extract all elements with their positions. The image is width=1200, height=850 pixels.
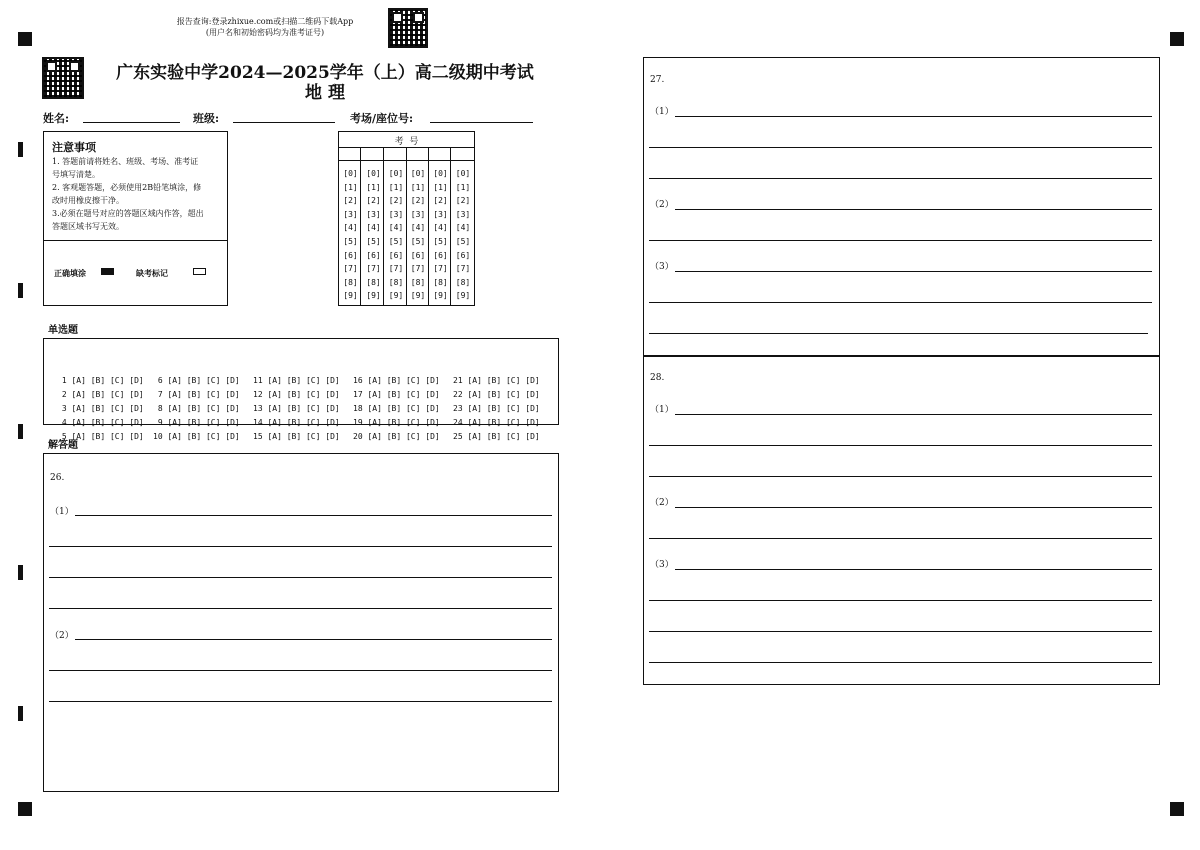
report-query-text (160, 16, 370, 38)
mc-column-1[interactable]: 1 [A] [B] [C] [D] 2 [A] [B] [C] [D] 3 [A] [B] [C] [D] 4 [A] [B] [C] [D] 5 [A] [B] [C] [D] (57, 376, 144, 441)
exam-number-title: 考 号 (394, 137, 419, 147)
timing-mark (18, 706, 23, 721)
seat-label: 考场/座位号: (350, 112, 414, 125)
corner-mark (18, 802, 32, 816)
answer-line[interactable] (649, 600, 1152, 601)
mc-column-5[interactable]: 21 [A] [B] [C] [D] 22 [A] [B] [C] [D] 23 [A] [B] [C] [D] 24 [A] [B] [C] [D] 25 [A] [B] [C] [D] (453, 376, 540, 441)
corner-mark (1170, 32, 1184, 46)
qr-code-icon[interactable] (388, 8, 428, 48)
answer-line[interactable] (675, 414, 1152, 415)
q27-number: 27. (650, 75, 665, 85)
mc-column-3[interactable]: 11 [A] [B] [C] [D] 12 [A] [B] [C] [D] 13 [A] [B] [C] [D] 14 [A] [B] [C] [D] 15 [A] [B] [C] [D] (253, 376, 340, 441)
answer-line[interactable] (49, 701, 552, 702)
answer-line[interactable] (649, 538, 1152, 539)
answer-line[interactable] (649, 333, 1148, 334)
q26-answer-box[interactable] (43, 453, 559, 792)
timing-mark (18, 565, 23, 580)
q27-part3-label: （3） (650, 262, 674, 272)
q28-part3-label: （3） (650, 560, 674, 570)
q28-answer-box[interactable] (643, 355, 1160, 685)
report-line-2: (用户名和初始密码均为准考证号) (205, 28, 325, 37)
answer-line[interactable] (49, 577, 552, 578)
q27-part1-label: （1） (650, 107, 674, 117)
answer-line[interactable] (649, 147, 1152, 148)
q26-part2-label: （2） (50, 631, 74, 641)
q27-part2-label: （2） (650, 200, 674, 210)
q28-number: 28. (650, 373, 665, 383)
school-title: 广东实验中学2024—2025学年（上）高二级期中考试 (116, 63, 534, 83)
class-label: 班级: (193, 112, 220, 125)
answer-line[interactable] (649, 662, 1152, 663)
report-line-1: 报告查询:登录zhixue.com或扫描二维码下载App (176, 17, 354, 26)
mc-section-title: 单选题 (48, 325, 78, 336)
answer-line[interactable] (675, 209, 1152, 210)
name-label: 姓名: (43, 112, 70, 125)
answer-line[interactable] (675, 271, 1152, 272)
q27-answer-box[interactable] (643, 57, 1160, 357)
answer-line[interactable] (649, 302, 1152, 303)
answer-line[interactable] (675, 116, 1152, 117)
timing-mark (18, 424, 23, 439)
filled-box-icon (101, 268, 114, 275)
answer-line[interactable] (649, 445, 1152, 446)
answer-line[interactable] (675, 507, 1152, 508)
answer-line[interactable] (49, 608, 552, 609)
mc-answer-box (43, 338, 559, 441)
answer-line[interactable] (649, 240, 1152, 241)
answer-line[interactable] (75, 639, 552, 640)
correct-fill-label: 正确填涂 (54, 268, 86, 278)
q28-part1-label: （1） (650, 405, 674, 415)
corner-mark (1170, 802, 1184, 816)
name-field[interactable] (83, 122, 180, 123)
mc-column-4[interactable]: 16 [A] [B] [C] [D] 17 [A] [B] [C] [D] 18 [A] [B] [C] [D] 19 [A] [B] [C] [D] 20 [A] [B] [C] [D] (353, 376, 440, 441)
notice-box (43, 131, 228, 306)
answer-line[interactable] (649, 476, 1152, 477)
timing-mark (18, 283, 23, 298)
corner-mark (18, 32, 32, 46)
q26-number: 26. (50, 473, 65, 483)
answer-section-title: 解答题 (48, 440, 78, 451)
q28-part2-label: （2） (650, 498, 674, 508)
subject-title: 地 理 (305, 83, 345, 103)
q26-part1-label: （1） (50, 507, 74, 517)
qr-code-icon (42, 57, 84, 99)
timing-mark (18, 142, 23, 157)
divider (44, 240, 227, 241)
exam-number-grid: 考 号 [0] [1] [2] [3] [4] [5] [6] [7] [8] [9] [0] [1] [2] [3] [4] [5] [6] [7] [8] [9] [0] [1] [2] [3] [4] [5] [6] [7] [8] [9] [0] [1] [2] [3] [4] [5] [6] [7] [8] [9] [0] [1] [2] [3] [4] [5] [6] [7] [8] [9] [0] [1] [2] [3] [4] [5] [6] [7] [8] [9] (338, 131, 475, 306)
seat-field[interactable] (430, 122, 533, 123)
class-field[interactable] (233, 122, 335, 123)
answer-line[interactable] (49, 546, 552, 547)
answer-line[interactable] (649, 178, 1152, 179)
answer-line[interactable] (49, 670, 552, 671)
mc-column-2[interactable]: 6 [A] [B] [C] [D] 7 [A] [B] [C] [D] 8 [A] [B] [C] [D] 9 [A] [B] [C] [D] 10 [A] [B] [C] [D] (153, 376, 240, 441)
notice-text: 1. 答题前请将姓名、班级、考场、准考证 号填写清楚。 2. 客观题答题，必须使用2B铅笔填涂，修 改时用橡皮擦干净。 3.必须在题号对应的答题区域内作答，超出 答题区域书写无效。 (52, 157, 204, 231)
answer-line[interactable] (675, 569, 1152, 570)
absent-mark-label: 缺考标记 (136, 268, 168, 278)
answer-line[interactable] (75, 515, 552, 516)
answer-line[interactable] (649, 631, 1152, 632)
notice-title: 注意事项 (52, 141, 96, 154)
empty-box-icon[interactable] (193, 268, 206, 275)
